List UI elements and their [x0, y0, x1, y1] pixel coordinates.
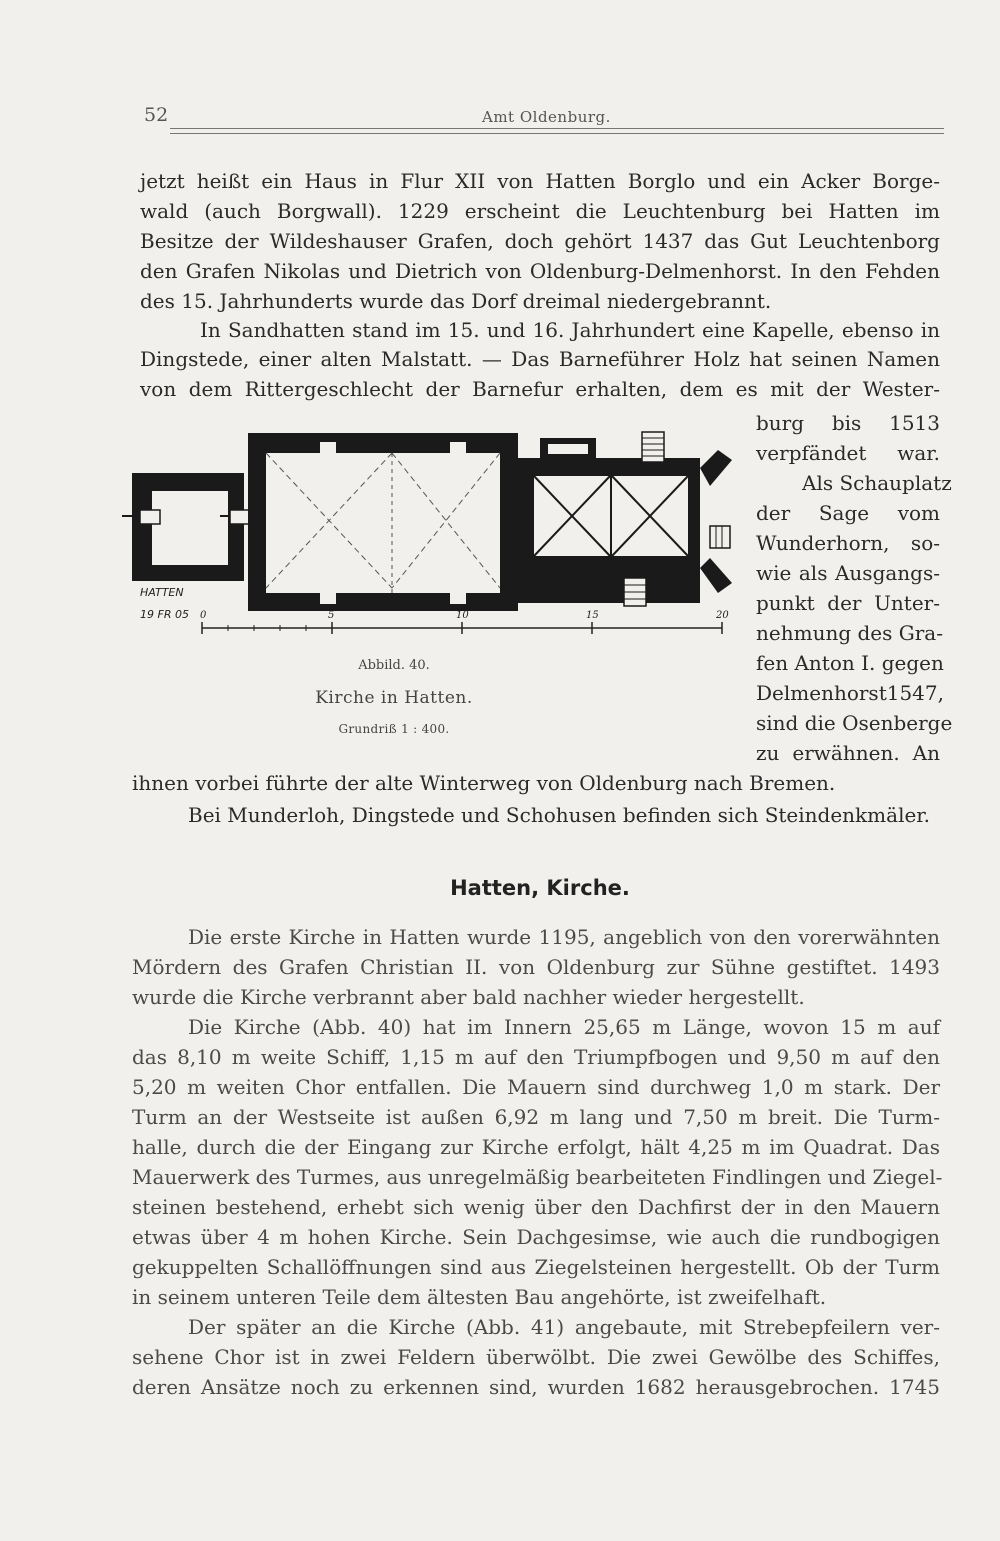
column-line: Delmenhorst1547, — [756, 681, 944, 705]
window-niche — [320, 442, 336, 454]
column-line: wie als Ausgangs- — [756, 561, 940, 585]
text-line: Mauerwerk des Turmes, aus unregelmäßig bearbeiteten Findlingen und Ziegel- — [132, 1165, 943, 1189]
text-line: etwas über 4 m hohen Kirche. Sein Dachgesimse, wie auch die rundbogigen — [132, 1225, 940, 1249]
running-head: Amt Oldenburg. — [482, 108, 611, 126]
column-line: fen Anton I. gegen — [756, 651, 944, 675]
plan-label-date: 19 FR 05 — [140, 608, 189, 621]
church-floor-plan — [120, 428, 740, 648]
side-block-inner — [548, 444, 588, 454]
scale-tick-label: 20 — [716, 610, 729, 621]
nave-interior — [266, 453, 500, 593]
text-line: Der später an die Kirche (Abb. 41) angebaute, mit Strebepfeilern ver- — [188, 1315, 940, 1339]
text-line: Mördern des Grafen Christian II. von Oldenburg zur Sühne gestiftet. 1493 — [132, 955, 940, 979]
window-niche — [450, 592, 466, 604]
stairs — [642, 432, 664, 462]
text-line: Turm an der Westseite ist außen 6,92 m lang und 7,50 m breit. Die Turm- — [132, 1105, 940, 1129]
text-line: Besitze der Wildeshauser Grafen, doch gehört 1437 das Gut Leuchtenborg — [140, 229, 940, 253]
buttress — [700, 450, 732, 486]
text-line: Bei Munderloh, Dingstede und Schohusen befinden sich Steindenkmäler. — [188, 803, 931, 827]
section-title: Hatten, Kirche. — [450, 876, 630, 900]
scale-tick-label: 0 — [200, 610, 207, 621]
tower-hall — [152, 491, 228, 565]
text-line: steinen bestehend, erhebt sich wenig über den Dachfirst der in den Mauern — [132, 1195, 940, 1219]
text-line: deren Ansätze noch zu erkennen sind, wurden 1682 herausgebrochen. 1745 — [132, 1375, 940, 1399]
text-line: sehene Chor ist in zwei Feldern überwölbt. Die zwei Gewölbe des Schiffes, — [132, 1345, 940, 1369]
figure-caption-title: Kirche in Hatten. — [315, 688, 473, 708]
scale-tick-label: 5 — [328, 610, 335, 621]
column-line: der Sage vom — [756, 501, 940, 525]
tower-window — [140, 510, 160, 524]
page-header — [144, 104, 944, 134]
plan-label-name: HATTEN — [140, 586, 184, 599]
window-niche — [450, 442, 466, 454]
text-line: von dem Rittergeschlecht der Barnefur erhalten, dem es mit der Wester- — [140, 377, 940, 401]
text-line: halle, durch die der Eingang zur Kirche erfolgt, hält 4,25 m im Quadrat. Das — [132, 1135, 940, 1159]
column-line: burg bis 1513 — [756, 411, 940, 435]
text-line: des 15. Jahrhunderts wurde das Dorf dreimal niedergebrannt. — [140, 289, 772, 313]
text-line: wald (auch Borgwall). 1229 erscheint die Leuchtenburg bei Hatten im — [140, 199, 940, 223]
figure-caption-number: Abbild. 40. — [358, 658, 430, 673]
scale-tick-label: 10 — [456, 610, 469, 621]
column-line: Als Schauplatz — [802, 471, 952, 495]
stairs — [710, 526, 730, 548]
text-line: 5,20 m weiten Chor entfallen. Die Mauern sind durchweg 1,0 m stark. Der — [132, 1075, 940, 1099]
column-line: punkt der Unter- — [756, 591, 940, 615]
buttress — [700, 558, 732, 593]
column-line: nehmung des Gra- — [756, 621, 943, 645]
tower-door — [230, 510, 250, 524]
column-line: Wunderhorn, so- — [756, 531, 940, 555]
text-line: In Sandhatten stand im 15. und 16. Jahrhundert eine Kapelle, ebenso in — [200, 318, 940, 342]
text-line: gekuppelten Schallöffnungen sind aus Ziegelsteinen hergestellt. Ob der Turm — [132, 1255, 940, 1279]
text-line: den Grafen Nikolas und Dietrich von Oldenburg-Delmenhorst. In den Fehden — [140, 259, 940, 283]
page-number: 52 — [144, 104, 169, 126]
column-line: zu erwähnen. An — [756, 741, 940, 765]
text-line: Die Kirche (Abb. 40) hat im Innern 25,65 m Länge, wovon 15 m auf — [188, 1015, 940, 1039]
column-line: verpfändet war. — [756, 441, 940, 465]
column-line: sind die Osenberge — [756, 711, 953, 735]
text-line: ihnen vorbei führte der alte Winterweg von Oldenburg nach Bremen. — [132, 771, 836, 795]
scale-tick-label: 15 — [586, 610, 599, 621]
text-line: Die erste Kirche in Hatten wurde 1195, angeblich von den vorerwähnten — [188, 925, 940, 949]
text-line: in seinem unteren Teile dem ältesten Bau angehörte, ist zweifelhaft. — [132, 1285, 827, 1309]
text-line: Dingstede, einer alten Malstatt. — Das Barneführer Holz hat seinen Namen — [140, 347, 940, 371]
header-rule — [170, 128, 944, 129]
header-rule — [170, 133, 944, 134]
text-line: wurde die Kirche verbrannt aber bald nachher wieder hergestellt. — [132, 985, 805, 1009]
figure-caption-scale: Grundriß 1 : 400. — [338, 722, 450, 736]
text-line: das 8,10 m weite Schiff, 1,15 m auf den Triumpfbogen und 9,50 m auf den — [132, 1045, 940, 1069]
window-niche — [320, 592, 336, 604]
text-line: jetzt heißt ein Haus in Flur XII von Hatten Borglo und ein Acker Borge- — [140, 169, 940, 193]
